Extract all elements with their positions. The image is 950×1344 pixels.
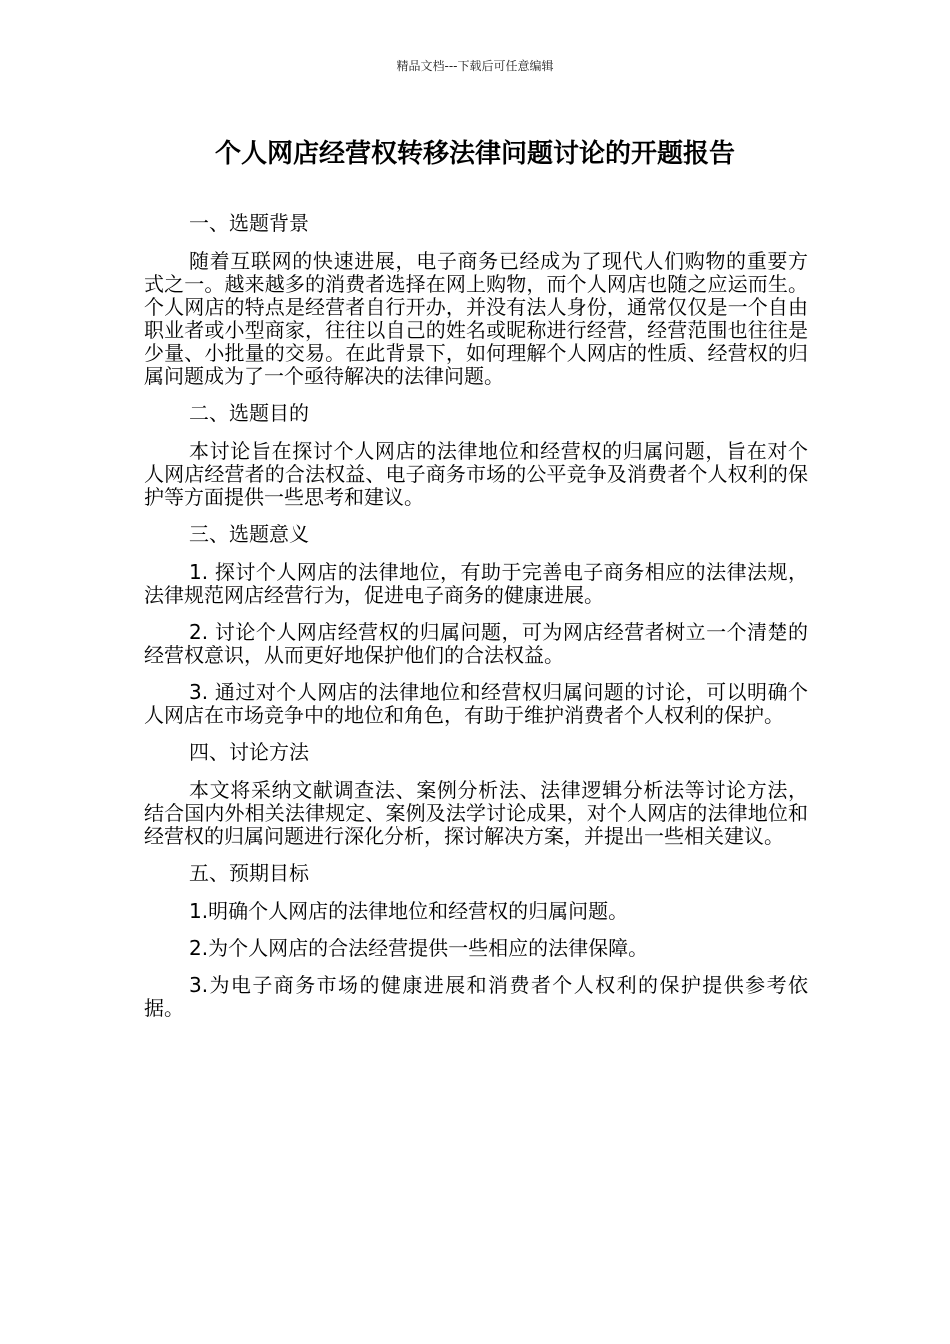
paragraph-background: 随着互联网的快速进展，电子商务已经成为了现代人们购物的重要方式之一。越来越多的消费者选择在网上购物，而个人网店也随之应运而生。个人网店的特点是经营者自行开办，并没有法人身份，通常仅仅是一个自由职业者或小型商家，往往以自己的姓名或昵称进行经营，经营范围也往往是少量、小批量的交易。在此背景下，如何理解个人网店的性质、经营权的归属问题成为了一个亟待解决的法律问题。 — [144, 249, 808, 388]
section-heading-purpose: 二、选题目的 — [189, 401, 309, 425]
goal-item-2: 2.为个人网店的合法经营提供一些相应的法律保障。 — [189, 936, 649, 960]
goal-item-3: 3.为电子商务市场的健康进展和消费者个人权利的保护提供参考依据。 — [144, 973, 808, 1020]
significance-item-2: 2. 讨论个人网店经营权的归属问题，可为网店经营者树立一个清楚的经营权意识，从而更好地保护他们的合法权益。 — [144, 620, 808, 667]
header-note: 精品文档---下载后可任意编辑 — [396, 59, 554, 73]
section-heading-background: 一、选题背景 — [189, 211, 309, 235]
section-heading-significance: 三、选题意义 — [189, 522, 309, 546]
paragraph-purpose: 本讨论旨在探讨个人网店的法律地位和经营权的归属问题，旨在对个人网店经营者的合法权益、电子商务市场的公平竞争及消费者个人权利的保护等方面提供一些思考和建议。 — [144, 439, 808, 509]
section-heading-method: 四、讨论方法 — [189, 740, 309, 764]
document-title: 个人网店经营权转移法律问题讨论的开题报告 — [214, 139, 735, 169]
goal-item-1: 1.明确个人网店的法律地位和经营权的归属问题。 — [189, 899, 629, 923]
section-heading-goals: 五、预期目标 — [189, 861, 309, 885]
document-body — [144, 212, 808, 1034]
significance-item-1: 1. 探讨个人网店的法律地位，有助于完善电子商务相应的法律法规，法律规范网店经营行为，促进电子商务的健康进展。 — [144, 560, 808, 607]
paragraph-method: 本文将采纳文献调查法、案例分析法、法律逻辑分析法等讨论方法，结合国内外相关法律规定、案例及法学讨论成果，对个人网店的法律地位和经营权的归属问题进行深化分析，探讨解决方案，并提出一些相关建议。 — [144, 778, 808, 848]
significance-item-3: 3. 通过对个人网店的法律地位和经营权归属问题的讨论，可以明确个人网店在市场竞争中的地位和角色，有助于维护消费者个人权利的保护。 — [144, 680, 808, 727]
